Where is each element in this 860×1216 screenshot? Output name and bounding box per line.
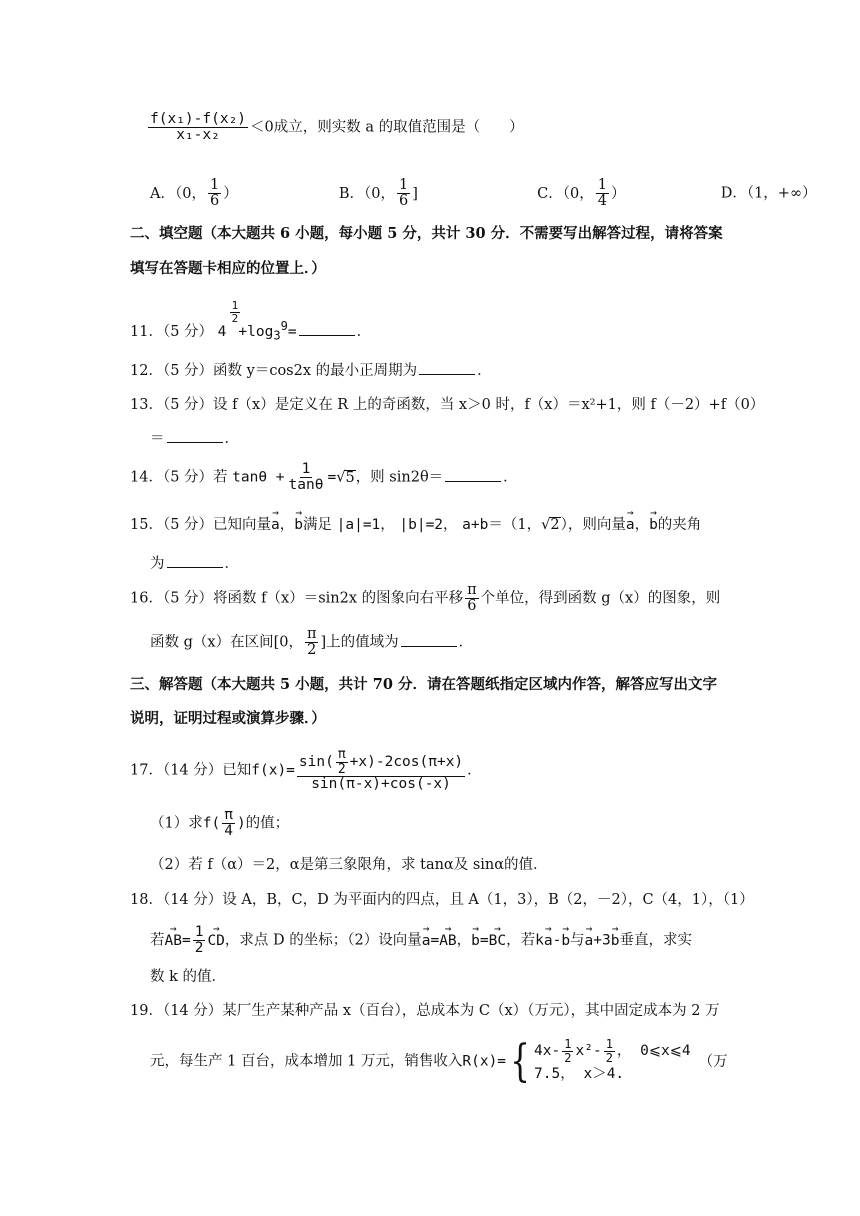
q17-part1: （1）求f( $\frac{\pi}{4}$ )的值； [150, 807, 290, 840]
q16-line1: 16．（5 分）将函数 f（x）＝sin2x 的图象向右平移 $\frac{\pi}{6}$ 个单位，得到函数 g（x）的图象，则 [130, 582, 721, 615]
q13-line1: 13．（5 分）设 f（x）是定义在 R 上的奇函数，当 x＞0 时，f（x）＝x²+1，则 f（－2）+f（0） [130, 397, 765, 413]
q14-answer-blank[interactable] [445, 469, 501, 482]
piecewise-brace: { [510, 1035, 530, 1087]
q17-part2: （2）若 f（α）＝2，α是第三象限角，求 tanα及 sinα的值． [150, 857, 548, 873]
q16-answer-blank[interactable] [401, 634, 457, 647]
q18-line3: 数 k 的值． [150, 969, 227, 985]
q13-line2: ＝ ． [150, 431, 239, 447]
q17-statement: 17．（14 分）已知f(x)= sin( $\frac{\pi}{2}$ +x)-2cos(π+x) sin(π-x)+cos(-x) ． [130, 747, 482, 793]
q14: 14．（5 分）若 tanθ + $\frac{1}{\tan\theta}$ =√5，则 sin2θ＝ ． [130, 461, 518, 494]
q15-answer-blank[interactable] [167, 555, 223, 568]
q18-line1: 18．（14 分）设 A，B，C，D 为平面内的四点，且 A（1，3），B（2，－2），C（4，1），（1） [130, 892, 754, 908]
q10-condition: $\frac{\text{f(x₁)-f(x₂)}}{\text{x₁-x₂}}$ ＜0成立，则实数 a 的取值范围是（ ） [150, 111, 524, 144]
q10-option-a[interactable]: A．（0， $\frac{1}{6}$ ） [150, 177, 238, 210]
q12-answer-blank[interactable] [419, 362, 475, 375]
q10-option-b[interactable]: B．（0， $\frac{1}{6}$ ] [338, 177, 418, 210]
q12: 12．（5 分）函数 y＝cos2x 的最小正周期为 ． [130, 363, 492, 379]
q10-option-c[interactable]: C．（0， $\frac{1}{4}$ ） [537, 177, 626, 210]
q19-line1: 19．（14 分）某厂生产某种产品 x（百台），总成本为 C（x）（万元），其中固定成本为 2 万 [130, 1003, 720, 1019]
q15-line1: 15．（5 分）已知向量→ a，→ b满足 |a|=1， |b|=2， a+b＝（1，√2），则向量→ a，→ b的夹角 [130, 517, 701, 533]
q17-fraction: sin( $\frac{\pi}{2}$ +x)-2cos(π+x) sin(π-x)+cos(-x) [298, 747, 464, 793]
piecewise-cases: 4x- $\frac{1}{2}$ x²- $\frac{1}{2}$ ， 0⩽x⩽4 7.5， x＞4. [534, 1037, 691, 1083]
q11: 11．（5 分） 4 $\frac{1}{2}$ $+\log_3^9=$ ． [130, 299, 372, 343]
q18-line2: 若→ AB= $\frac{1}{2}$ → CD，求点 D 的坐标；（2）设向量→ a=→ AB，→ b=→ BC，若k→ a-→ b与→ a+3→ b垂直，求实 [150, 925, 692, 956]
q10-fraction: $\frac{\text{f(x₁)-f(x₂)}}{\text{x₁-x₂}}$ [150, 111, 247, 144]
q13-answer-blank[interactable] [167, 430, 223, 443]
section3-heading-line1: 三、解答题（本大题共 5 小题，共计 70 分．请在答题纸指定区域内作答，解答应写出文字 [130, 676, 717, 693]
section2-heading-line2: 填写在答题卡相应的位置上．） [130, 260, 326, 277]
q10-option-d[interactable]: D．（1，+∞） [720, 185, 817, 202]
q19-line2: 元，每生产 1 百台，成本增加 1 万元，销售收入R(x)={ 4x- $\frac{1}{2}$ x²- $\frac{1}{2}$ ， 0⩽x⩽4 7.5， x＞4. （万 [150, 1035, 728, 1087]
q10-options [150, 178, 817, 209]
q16-line2: 函数 g（x）在区间[0， $\frac{\pi}{2}$ ]上的值域为 ． [150, 626, 474, 659]
q11-answer-blank[interactable] [299, 323, 355, 336]
section3-heading-line2: 说明，证明过程或演算步骤．） [130, 710, 326, 727]
q15-line2: 为 ． [150, 556, 239, 572]
section2-heading-line1: 二、填空题（本大题共 6 小题，每小题 5 分，共计 30 分．不需要写出解答过程，请将答案 [130, 225, 723, 242]
